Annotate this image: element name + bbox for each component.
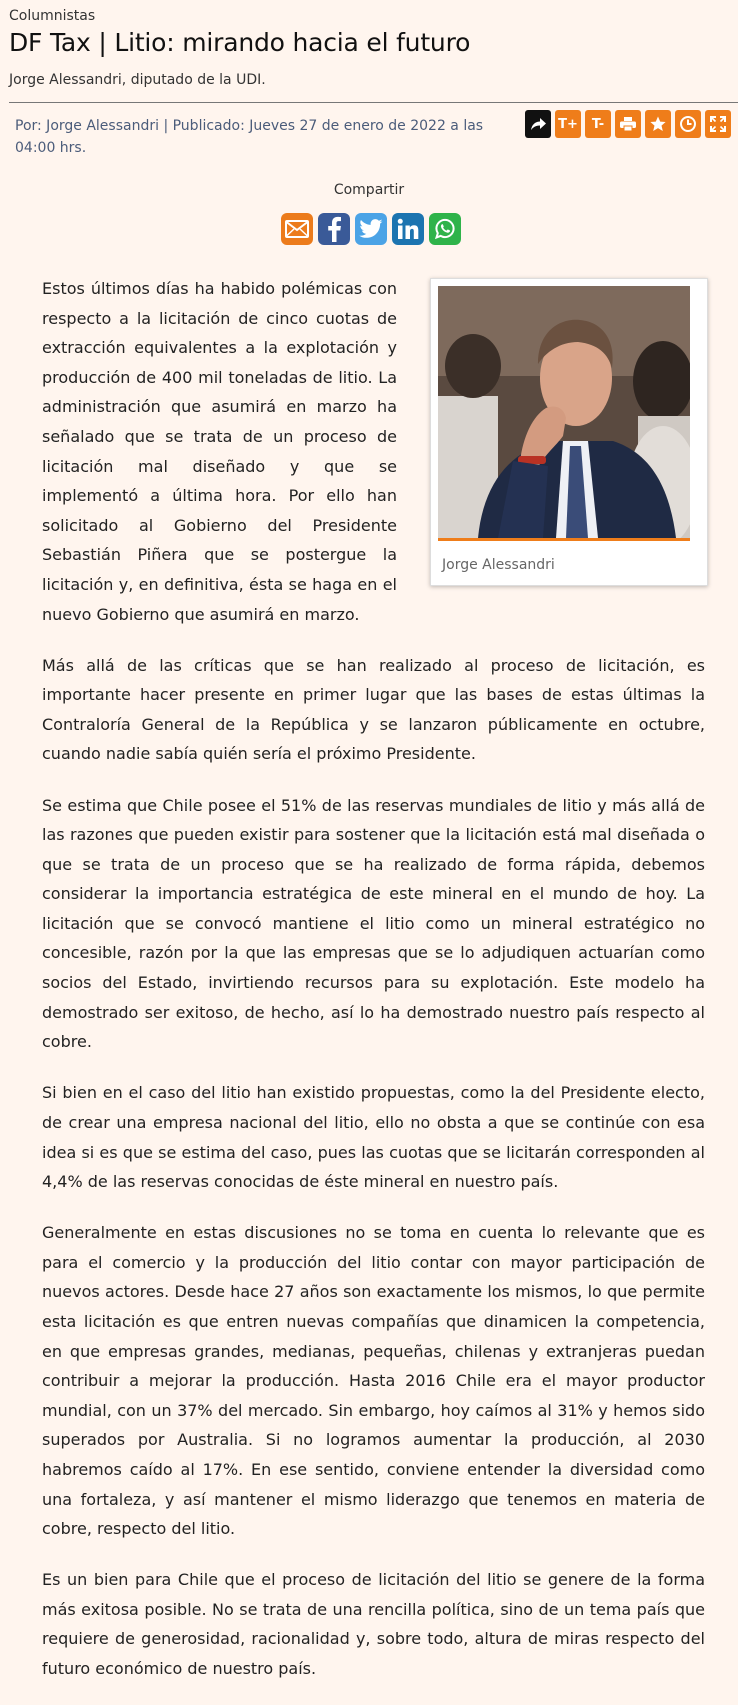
- article-paragraph: Estos últimos días ha habido polémicas con respecto a la licitación de cinco cuotas de extracción equivalentes a la explotación y producción de 400 mil toneladas de litio. La administración que asumirá en marzo ha señalado que se trata de un proceso de licitación mal diseñado y que se implementó a última hora. Por ello han solicitado al Gobierno del Presidente Sebastián Piñera que se postergue la licitación y, en definitiva, ésta se haga en el nuevo Gobierno que asumirá en marzo.: [42, 279, 397, 624]
- share-linkedin-button[interactable]: [392, 213, 424, 245]
- author-figure: [430, 278, 708, 586]
- facebook-icon: [326, 216, 342, 242]
- divider: [9, 102, 738, 103]
- byline: Por: Jorge Alessandri | Publicado: Jueves 27 de enero de 2022 a las 04:00 hrs.: [15, 118, 484, 156]
- share-label: Compartir: [333, 182, 405, 198]
- print-icon: [619, 116, 637, 132]
- share-twitter-button[interactable]: [355, 213, 387, 245]
- article-body: [42, 274, 705, 1705]
- whatsapp-icon: [433, 217, 457, 241]
- article-paragraph: Más allá de las críticas que se han realizado al proceso de licitación, es importante hacer presente en primer lugar que las bases de estas últimas la Contraloría General de la República y se lanzaron públicamente en octubre, cuando nadie sabía quién sería el próximo Presidente.: [42, 655, 705, 764]
- share-whatsapp-button[interactable]: [429, 213, 461, 245]
- figure-caption: Jorge Alessandri: [442, 557, 555, 573]
- share-buttons: [281, 213, 461, 245]
- article-paragraph: Generalmente en estas discusiones no se toma en cuenta lo relevante que es para el comercio y la producción del litio contar con mayor participación de nuevos actores. Desde hace 27 años son exactamente los mismos, lo que permite esta licitación es que entren nuevas compañías que dinamicen la competencia, en que empresas grandes, medianas, pequeñas, chilenas y extranjeras puedan contribuir a mejorar la producción. Hasta 2016 Chile era el mayor productor mundial, con un 37% del mercado. Sin embargo, hoy caímos al 31% y hemos sido superados por Australia. Si no logramos aumentar la producción, al 2030 habremos caído al 17%. En ese sentido, conviene entender la diversidad como una fortaleza, y así mantener el mismo liderazgo que tenemos en materia de cobre, respecto del litio.: [42, 1223, 705, 1539]
- page-title: DF Tax | Litio: mirando hacia el futuro: [9, 28, 471, 57]
- mail-icon: [285, 220, 309, 238]
- article-paragraph: Si bien en el caso del litio han existido propuestas, como la del Presidente electo, de crear una empresa nacional del litio, ello no obsta a que se continúe con esa idea si es que se estima del caso, pues las cuotas que se licitarán corresponden al 4,4% de las reservas conocidas de éste mineral en nuestro país.: [42, 1083, 705, 1192]
- article-paragraph: Se estima que Chile posee el 51% de las reservas mundiales de litio y más allá de las razones que pueden existir para sostener que la licitación está mal diseñada o que se trata de un proceso que se ha realizado de forma rápida, debemos considerar la importancia estratégica de este mineral en el mundo de hoy. La licitación que se convocó mantiene el litio como un mineral estratégico no concesible, razón por la que las empresas que se lo adjudiquen actuarían como socios del Estado, invirtiendo recursos para su explotación. Este modelo ha demostrado ser exitoso, de hecho, así lo ha demostrado nuestro país respecto al cobre.: [42, 795, 705, 1052]
- share-facebook-button[interactable]: [318, 213, 350, 245]
- twitter-icon: [359, 219, 383, 239]
- share-arrow-button[interactable]: [525, 110, 551, 138]
- section-label[interactable]: Columnistas: [9, 8, 96, 24]
- subtitle: Jorge Alessandri, diputado de la UDI.: [9, 72, 266, 88]
- fullscreen-icon: [709, 115, 727, 133]
- article-paragraph: Es un bien para Chile que el proceso de licitación del litio se genere de la forma más exitosa posible. No se trata de una rencilla política, sino de un tema país que requiere de generosidad, racionalidad y, sobre todo, altura de miras respecto del futuro económico de nuestro país.: [42, 1570, 705, 1679]
- font-increase-button[interactable]: T+: [555, 110, 581, 138]
- star-icon: [649, 115, 667, 133]
- print-button[interactable]: [615, 110, 641, 138]
- favorite-button[interactable]: [645, 110, 671, 138]
- clock-icon: [679, 115, 697, 133]
- font-decrease-button[interactable]: T-: [585, 110, 611, 138]
- article-toolbar: [525, 110, 731, 138]
- share-mail-button[interactable]: [281, 213, 313, 245]
- author-photo: [438, 286, 690, 541]
- fullscreen-button[interactable]: [705, 110, 731, 138]
- linkedin-icon: [397, 218, 419, 240]
- history-button[interactable]: [675, 110, 701, 138]
- share-arrow-icon: [529, 116, 547, 132]
